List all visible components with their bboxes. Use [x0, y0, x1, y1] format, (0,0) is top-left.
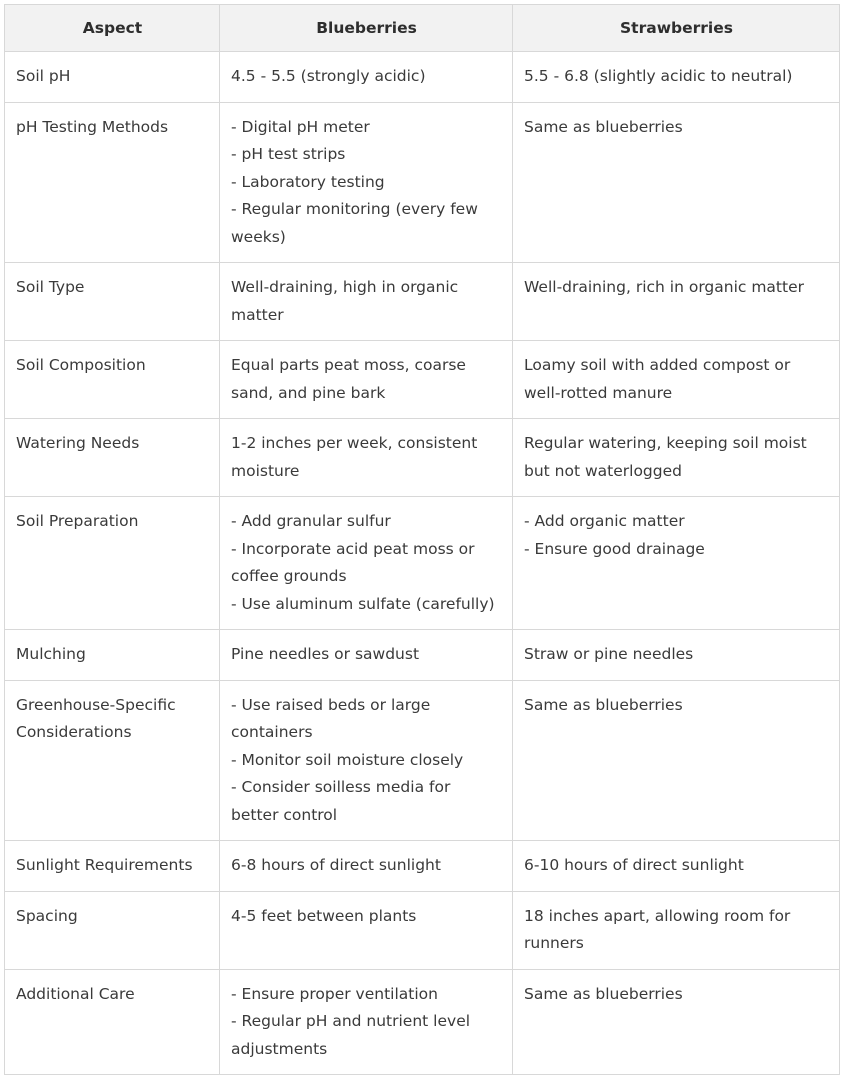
- blueberries-item: 6-8 hours of direct sunlight: [231, 856, 441, 874]
- blueberries-item: - Add granular sulfur: [231, 512, 391, 530]
- blueberries-item: - Regular monitoring (every few weeks): [231, 200, 478, 246]
- header-aspect: Aspect: [5, 5, 220, 52]
- blueberries-item: Well-draining, high in organic matter: [231, 278, 459, 324]
- table-row: [5, 52, 840, 103]
- cell-strawberries: [513, 52, 840, 103]
- cell-blueberries: [220, 52, 513, 103]
- blueberries-item: - Consider soilless media for better control: [231, 778, 451, 824]
- cell-strawberries: [513, 102, 840, 263]
- cell-strawberries: [513, 891, 840, 969]
- cell-aspect: Spacing: [5, 891, 220, 969]
- cell-aspect: Greenhouse-Specific Considerations: [5, 680, 220, 841]
- blueberries-item: - Use raised beds or large containers: [231, 695, 431, 741]
- cell-aspect: Additional Care: [5, 969, 220, 1075]
- cell-blueberries: [220, 841, 513, 892]
- blueberries-item: Equal parts peat moss, coarse sand, and pine bark: [231, 356, 466, 402]
- strawberries-item: 18 inches apart, allowing room for runners: [524, 906, 791, 952]
- table-row: [5, 419, 840, 497]
- blueberries-item: - pH test strips: [231, 145, 346, 163]
- cell-strawberries: [513, 630, 840, 681]
- strawberries-item: 6-10 hours of direct sunlight: [524, 856, 744, 874]
- blueberries-item: - Ensure proper ventilation: [231, 984, 438, 1003]
- cell-blueberries: [220, 630, 513, 681]
- blueberries-item: 4.5 - 5.5 (strongly acidic): [231, 67, 426, 85]
- strawberries-item: Loamy soil with added compost or well-rotted manure: [524, 356, 791, 402]
- table-header: [5, 5, 840, 52]
- table-row: [5, 630, 840, 681]
- strawberries-item: Same as blueberries: [524, 695, 683, 714]
- table-row: [5, 969, 840, 1075]
- strawberries-item: Regular watering, keeping soil moist but not waterlogged: [524, 434, 807, 480]
- blueberries-item: Pine needles or sawdust: [231, 645, 420, 663]
- blueberries-item: - Laboratory testing: [231, 172, 385, 191]
- cell-blueberries: [220, 419, 513, 497]
- table-row: [5, 102, 840, 263]
- blueberries-item: - Digital pH meter: [231, 117, 370, 136]
- cell-blueberries: [220, 680, 513, 841]
- cell-aspect: Soil Composition: [5, 341, 220, 419]
- cell-blueberries: [220, 341, 513, 419]
- header-strawberries: Strawberries: [513, 5, 840, 52]
- blueberries-item: - Regular pH and nutrient level adjustments: [231, 1012, 471, 1058]
- strawberries-item: - Add organic matter: [524, 512, 685, 530]
- cell-aspect: Sunlight Requirements: [5, 841, 220, 892]
- table-row: [5, 263, 840, 341]
- strawberries-item: Straw or pine needles: [524, 645, 694, 663]
- strawberries-item: Well-draining, rich in organic matter: [524, 278, 804, 296]
- cell-aspect: pH Testing Methods: [5, 102, 220, 263]
- strawberries-item: Same as blueberries: [524, 117, 683, 136]
- comparison-table: [4, 4, 840, 1075]
- cell-strawberries: [513, 263, 840, 341]
- cell-strawberries: [513, 680, 840, 841]
- comparison-table-container: [4, 4, 839, 1075]
- table-body: [5, 52, 840, 1075]
- cell-aspect: Mulching: [5, 630, 220, 681]
- table-row: [5, 891, 840, 969]
- table-row: [5, 680, 840, 841]
- blueberries-item: 4-5 feet between plants: [231, 906, 417, 925]
- blueberries-item: - Monitor soil moisture closely: [231, 750, 464, 769]
- table-row: [5, 497, 840, 630]
- cell-aspect: Watering Needs: [5, 419, 220, 497]
- cell-blueberries: [220, 263, 513, 341]
- blueberries-item: - Incorporate acid peat moss or coffee grounds: [231, 539, 475, 585]
- cell-strawberries: [513, 841, 840, 892]
- cell-strawberries: [513, 341, 840, 419]
- table-row: [5, 341, 840, 419]
- strawberries-item: - Ensure good drainage: [524, 539, 705, 558]
- strawberries-item: 5.5 - 6.8 (slightly acidic to neutral): [524, 67, 793, 85]
- cell-strawberries: [513, 419, 840, 497]
- cell-aspect: Soil pH: [5, 52, 220, 103]
- strawberries-item: Same as blueberries: [524, 984, 683, 1003]
- cell-aspect: Soil Type: [5, 263, 220, 341]
- cell-aspect: Soil Preparation: [5, 497, 220, 630]
- cell-blueberries: [220, 497, 513, 630]
- cell-blueberries: [220, 969, 513, 1075]
- blueberries-item: - Use aluminum sulfate (carefully): [231, 594, 495, 613]
- header-row: [5, 5, 840, 52]
- cell-strawberries: [513, 497, 840, 630]
- cell-blueberries: [220, 102, 513, 263]
- blueberries-item: 1-2 inches per week, consistent moisture: [231, 434, 478, 480]
- cell-strawberries: [513, 969, 840, 1075]
- table-row: [5, 841, 840, 892]
- header-blueberries: Blueberries: [220, 5, 513, 52]
- cell-blueberries: [220, 891, 513, 969]
